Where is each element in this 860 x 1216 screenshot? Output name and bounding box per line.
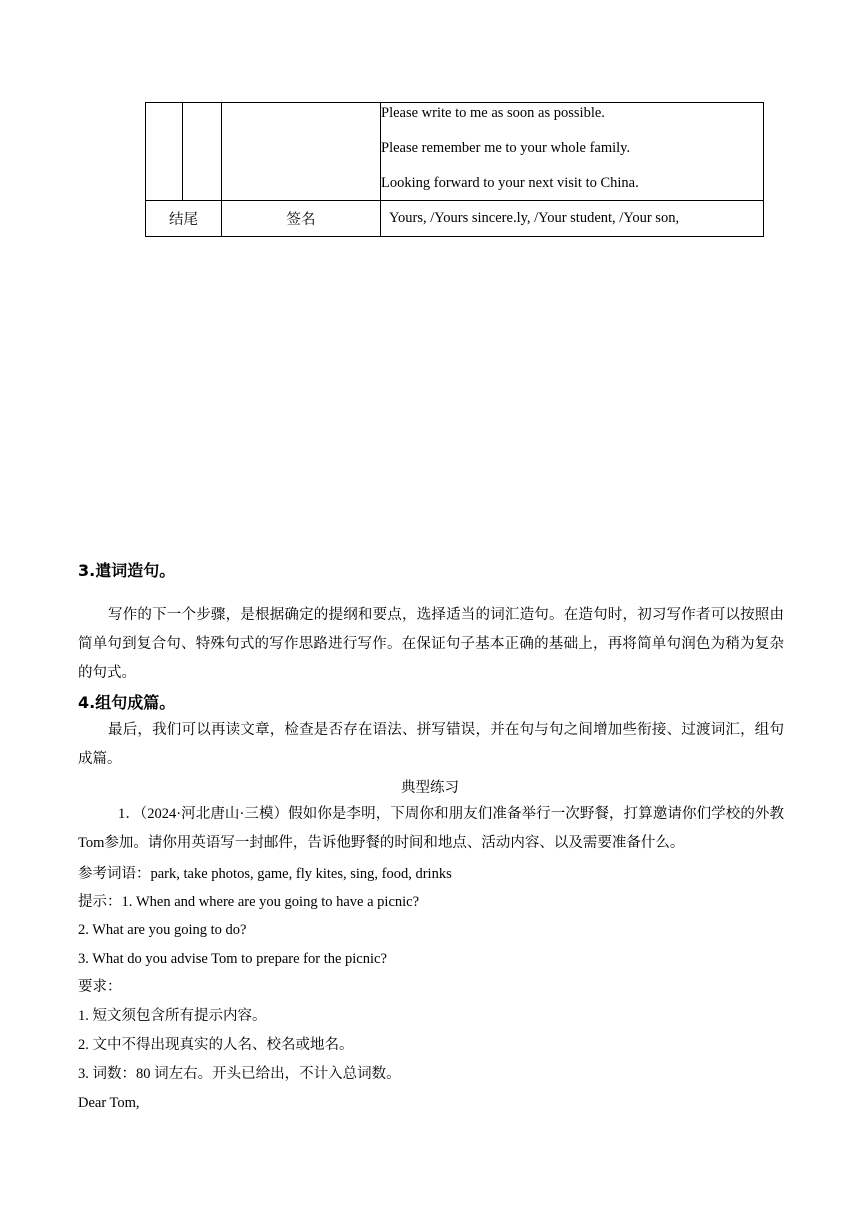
hint-3: 3. What do you advise Tom to prepare for the picnic?	[78, 951, 387, 967]
practice-question: 1．（2024·河北唐山·三模）假如你是李明，下周你和朋友们准备举行一次野餐，打算邀请你们学校的外教Tom参加。请你用英语写一封邮件，告诉他野餐的时间和地点、活动内容、以及需要准备什么。	[78, 806, 784, 851]
letter-greeting: Dear Tom,	[78, 1095, 140, 1111]
table-cell-empty	[183, 103, 222, 201]
section-label-ending: 结尾	[146, 201, 222, 237]
closing-sentence: Please write to me as soon as possible.	[381, 105, 605, 121]
step3-heading: 3.遣词造句。	[78, 561, 176, 580]
closing-sentence: Please remember me to your whole family.	[381, 140, 631, 156]
hint-2: 2. What are you going to do?	[78, 922, 247, 938]
closing-sentence: Looking forward to your next visit to China.	[381, 175, 639, 191]
step3-paragraph: 写作的下一个步骤，是根据确定的提纲和要点，选择适当的词汇造句。在造句时，初习写作者可以按照由简单句到复合句、特殊句式的写作思路进行写作。在保证句子基本正确的基础上，再将简单句润色为稍为复杂的句式。	[78, 607, 784, 681]
table-row	[146, 201, 764, 237]
part-label-signature: 签名	[222, 201, 381, 237]
requirement-1: 1. 短文须包含所有提示内容。	[78, 1008, 267, 1024]
closing-sentences-cell	[381, 103, 764, 201]
requirements-label: 要求：	[78, 979, 122, 995]
practice-title: 典型练习	[401, 780, 459, 796]
table-cell-empty	[222, 103, 381, 201]
letter-structure-table	[145, 102, 764, 237]
table-row	[146, 103, 764, 201]
requirement-2: 2. 文中不得出现真实的人名、校名或地名。	[78, 1037, 354, 1053]
reference-words: 参考词语：park, take photos, game, fly kites, sing, food, drinks	[78, 866, 452, 882]
signature-examples: Yours, /Yours sincere.ly, /Your student, /Your son,	[381, 201, 764, 237]
table-cell-empty	[146, 103, 183, 201]
hint-1: 提示：1. When and where are you going to have a picnic?	[78, 894, 420, 910]
step4-heading: 4.组句成篇。	[78, 693, 176, 712]
requirement-3: 3. 词数：80 词左右。开头已给出，不计入总词数。	[78, 1066, 401, 1082]
step4-paragraph: 最后，我们可以再读文章，检查是否存在语法、拼写错误，并在句与句之间增加些衔接、过渡词汇，组句成篇。	[78, 722, 784, 767]
